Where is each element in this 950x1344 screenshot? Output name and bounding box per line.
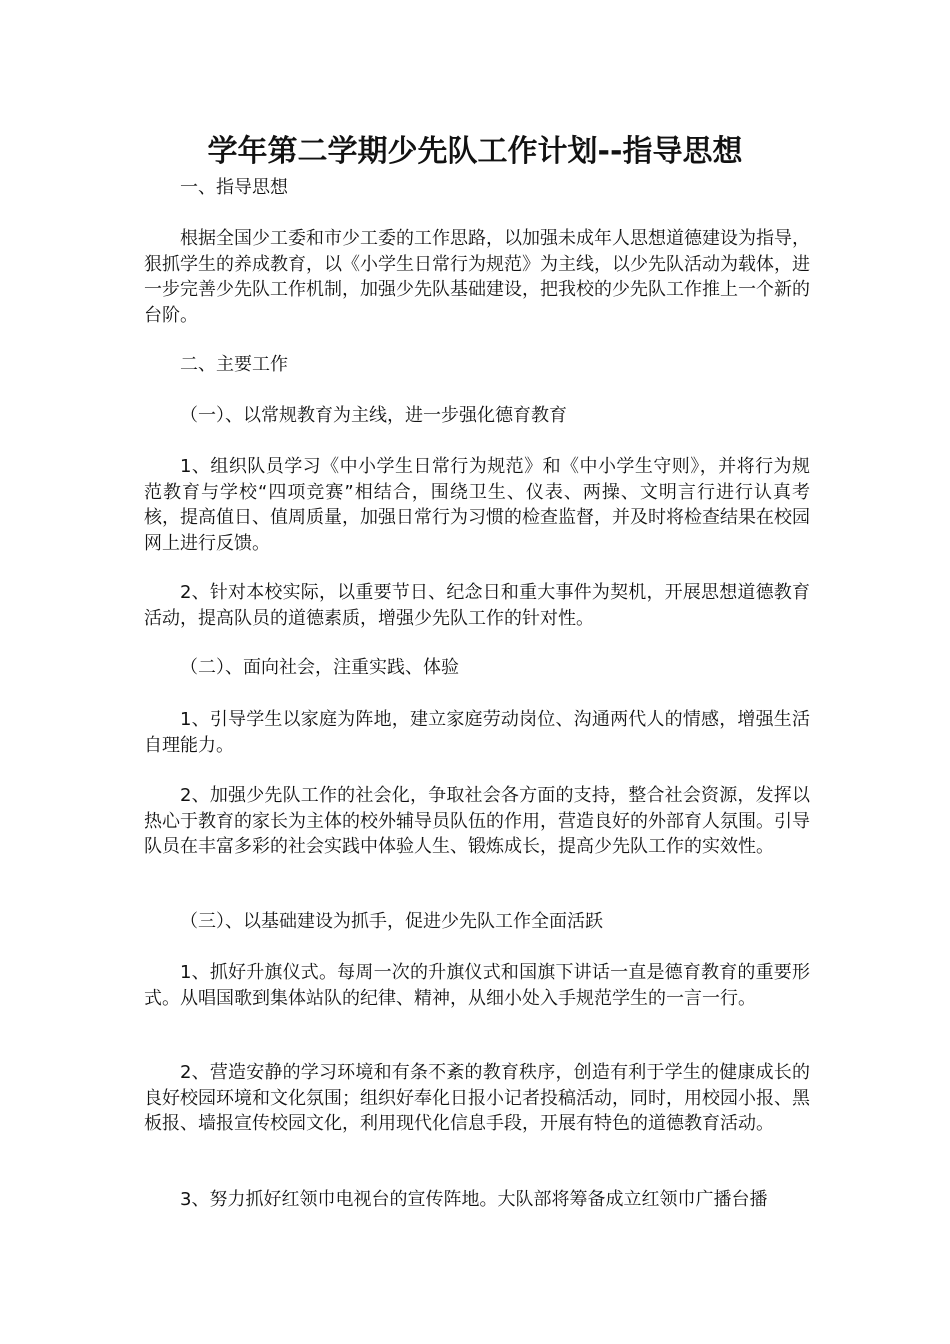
subsection-heading: （二）、面向社会，注重实践、体验: [180, 657, 459, 678]
paragraph: 3、努力抓好红领巾电视台的宣传阵地。大队部将筹备成立红领巾广播台播: [180, 1189, 768, 1210]
subsection-heading: （一）、以常规教育为主线，进一步强化德育教育: [180, 405, 567, 426]
paragraph: 根据全国少工委和市少工委的工作思路，以加强未成年人思想道德建设为指导，狠抓学生的养成教育，以《小学生日常行为规范》为主线，以少先队活动为载体，进一步完善少先队工作机制，加强少先队基础建设，把我校的少先队工作推上一个新的台阶。: [144, 228, 810, 326]
paragraph: 1、抓好升旗仪式。每周一次的升旗仪式和国旗下讲话一直是德育教育的重要形式。从唱国歌到集体站队的纪律、精神，从细小处入手规范学生的一言一行。: [144, 962, 810, 1009]
document-title: 学年第二学期少先队工作计划--指导思想: [207, 134, 743, 169]
subsection-heading: （三）、以基础建设为抓手，促进少先队工作全面活跃: [180, 911, 603, 932]
paragraph: 1、组织队员学习《中小学生日常行为规范》和《中小学生守则》，并将行为规范教育与学校“四项竞赛”相结合，围绕卫生、仪表、两操、文明言行进行认真考核，提高值日、值周质量，加强日常行为习惯的检查监督，并及时将检查结果在校园网上进行反馈。: [144, 456, 810, 554]
section-heading-guiding-ideology: 一、指导思想: [180, 177, 288, 198]
section-heading-main-work: 二、主要工作: [180, 354, 288, 375]
paragraph: 2、加强少先队工作的社会化，争取社会各方面的支持，整合社会资源，发挥以热心于教育的家长为主体的校外辅导员队伍的作用，营造良好的外部育人氛围。引导队员在丰富多彩的社会实践中体验人生、锻炼成长，提高少先队工作的实效性。: [144, 785, 810, 857]
paragraph: 1、引导学生以家庭为阵地，建立家庭劳动岗位、沟通两代人的情感，增强生活自理能力。: [144, 709, 810, 756]
paragraph: 2、营造安静的学习环境和有条不紊的教育秩序，创造有利于学生的健康成长的良好校园环境和文化氛围；组织好奉化日报小记者投稿活动，同时，用校园小报、黑板报、墙报宣传校园文化，利用现代化信息手段，开展有特色的道德教育活动。: [144, 1062, 810, 1134]
paragraph: 2、针对本校实际，以重要节日、纪念日和重大事件为契机，开展思想道德教育活动，提高队员的道德素质，增强少先队工作的针对性。: [144, 582, 810, 629]
